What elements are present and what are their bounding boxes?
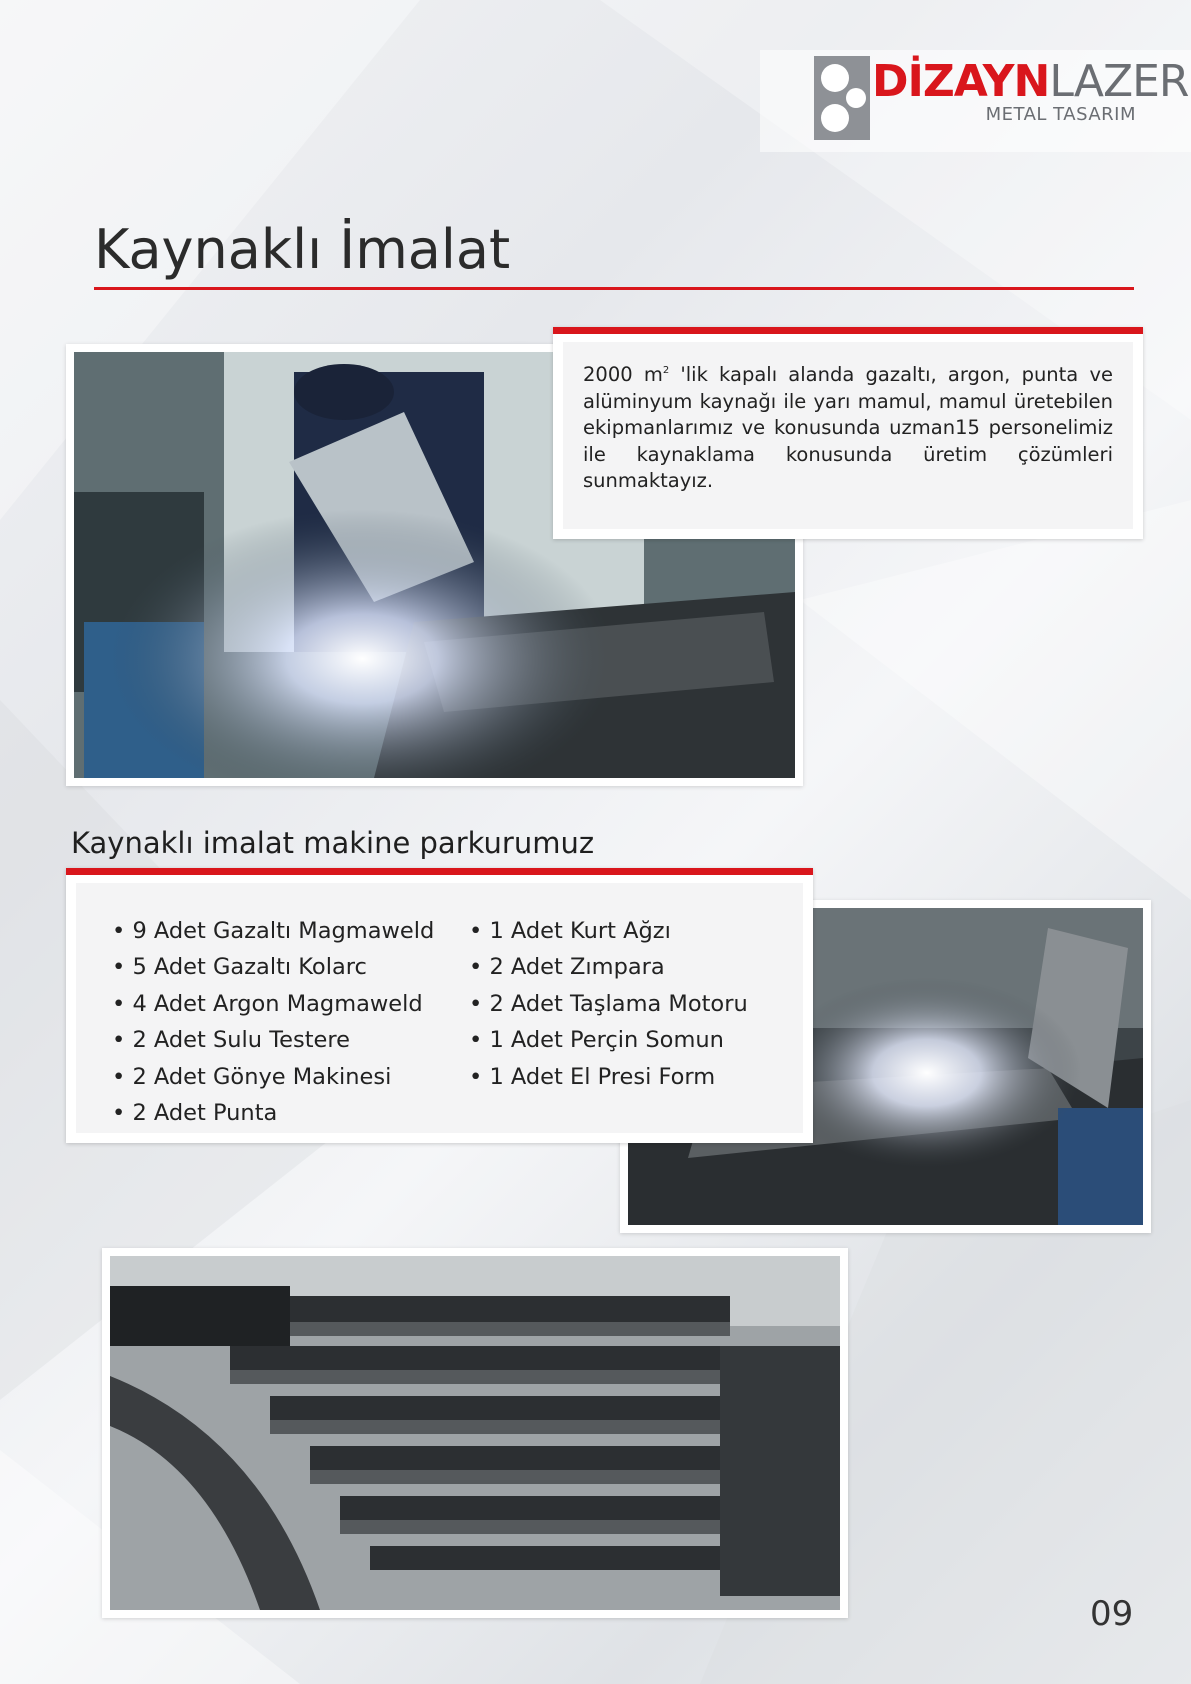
machines-list-left xyxy=(112,913,434,1131)
steel-frames-image xyxy=(110,1256,840,1610)
machines-section-title: Kaynaklı imalat makine parkurumuz xyxy=(71,826,595,860)
list-item: • 2 Adet Zımpara xyxy=(469,949,748,985)
title-divider xyxy=(94,287,1134,290)
list-item: • 5 Adet Gazaltı Kolarc xyxy=(112,949,434,985)
list-item: • 1 Adet El Presi Form xyxy=(469,1059,748,1095)
logo-wordmark xyxy=(872,58,1188,106)
list-item: • 4 Adet Argon Magmaweld xyxy=(112,986,434,1022)
list-item: • 1 Adet Kurt Ağzı xyxy=(469,913,748,949)
logo-brand-bold: DİZAYN xyxy=(872,56,1050,107)
page-number: 09 xyxy=(1090,1594,1134,1634)
intro-text: 2000 $m^2$ 'lik kapalı alanda gazaltı, argon, punta ve alüminyum kaynağı ile yarı mamul, mamul üretebilen ekipmanlarımız ve konusunda uzman15 personelimiz ile kaynaklama konusunda üretim çözümleri sunmaktayız. xyxy=(583,363,1113,492)
list-item: • 1 Adet Perçin Somun xyxy=(469,1022,748,1058)
intro-card xyxy=(553,327,1143,539)
list-item: • 9 Adet Gazaltı Magmaweld xyxy=(112,913,434,949)
steel-frames-photo xyxy=(102,1248,848,1618)
list-item: • 2 Adet Taşlama Motoru xyxy=(469,986,748,1022)
list-item: • 2 Adet Gönye Makinesi xyxy=(112,1059,434,1095)
machines-card xyxy=(66,868,813,1143)
list-item: • 2 Adet Punta xyxy=(112,1095,434,1131)
logo-mark-icon xyxy=(814,56,870,140)
logo-subtitle: METAL TASARIM xyxy=(985,104,1136,125)
list-item: • 2 Adet Sulu Testere xyxy=(112,1022,434,1058)
logo-brand-light: LAZER xyxy=(1049,56,1189,107)
page-title: Kaynaklı İmalat xyxy=(94,218,511,281)
machines-list-right xyxy=(469,913,748,1095)
